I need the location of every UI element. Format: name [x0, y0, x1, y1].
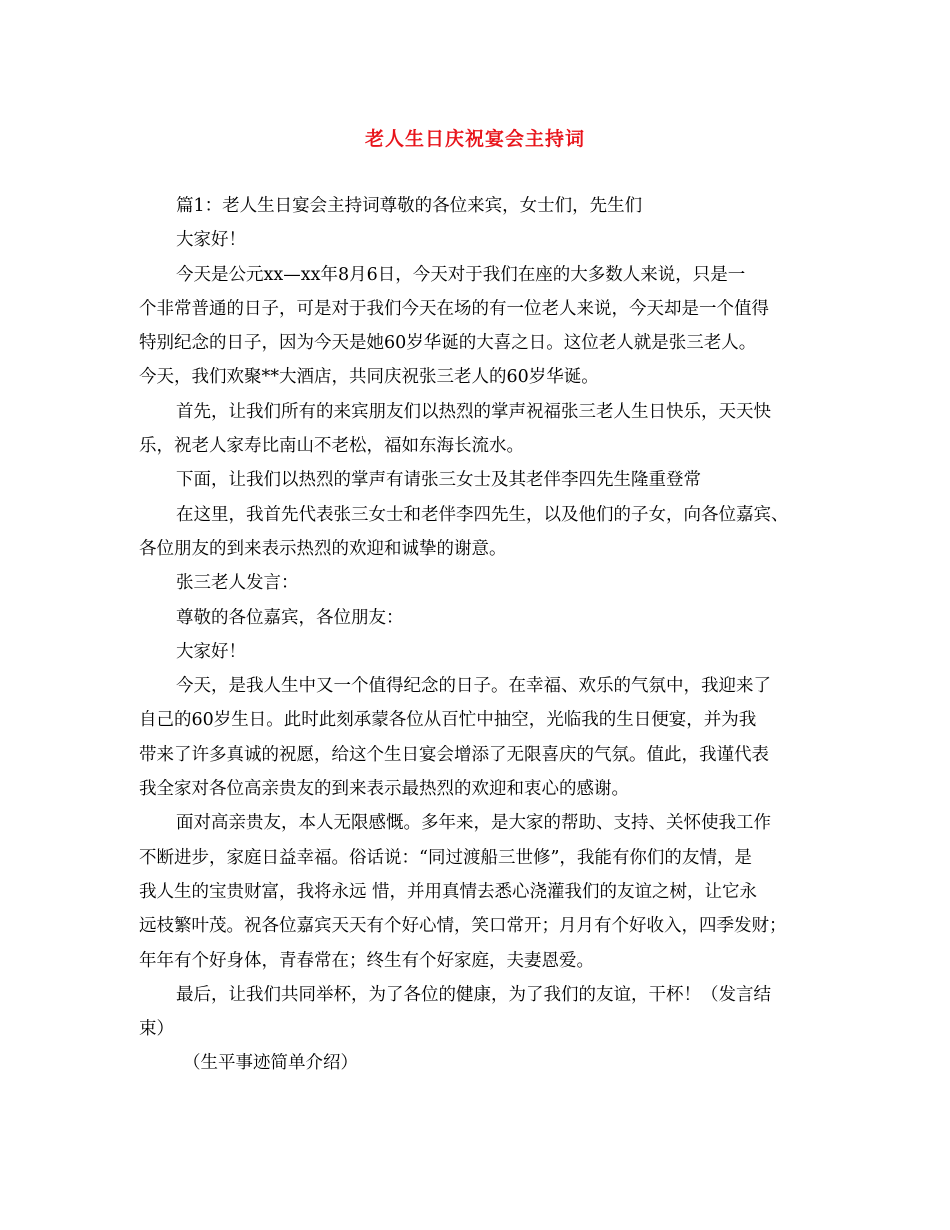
body-line: 个非常普通的日子，可是对于我们今天在场的有一位老人来说，今天却是一个值得 — [139, 298, 769, 319]
body-line: 各位朋友的到来表示热烈的欢迎和诚挚的谢意。 — [139, 538, 507, 559]
body-line: 我全家对各位高亲贵友的到来表示最热烈的欢迎和衷心的感谢。 — [139, 779, 629, 800]
body-line: 我人生的宝贵财富，我将永远 惜，并用真情去悉心浇灌我们的友谊之树，让它永 — [139, 881, 758, 902]
body-line: 篇1：老人生日宴会主持词尊敬的各位来宾，女士们，先生们 — [176, 196, 643, 216]
body-line: 首先，让我们所有的来宾朋友们以热烈的掌声祝福张三老人生日快乐，天天快 — [176, 401, 771, 422]
body-line: 大家好！ — [176, 641, 246, 662]
body-line: 下面，让我们以热烈的掌声有请张三女士及其老伴李四先生隆重登常 — [176, 470, 701, 491]
body-line: 在这里，我首先代表张三女士和老伴李四先生，以及他们的子女，向各位嘉宾、 — [176, 504, 789, 525]
body-line: 不断进步，家庭日益幸福。俗话说：“同过渡船三世修”，我能有你们的友情，是 — [139, 847, 752, 868]
body-line: （生平事迹简单介绍） — [183, 1053, 358, 1074]
body-line: 今天，我们欢聚**大酒店，共同庆祝张三老人的60岁华诞。 — [139, 367, 599, 388]
body-line: 乐，祝老人家寿比南山不老松，福如东海长流水。 — [139, 436, 524, 457]
body-line: 大家好！ — [176, 230, 246, 251]
body-line: 最后，让我们共同举杯，为了各位的健康，为了我们的友谊，干杯！（发言结 — [176, 984, 771, 1005]
body-line: 张三老人发言： — [176, 573, 299, 594]
document-title: 老人生日庆祝宴会主持词 — [364, 128, 585, 150]
body-line: 远枝繁叶茂。祝各位嘉宾天天有个好心情，笑口常开；月月有个好收入，四季发财； — [139, 916, 787, 937]
body-line: 尊敬的各位嘉宾，各位朋友： — [176, 607, 404, 628]
body-line: 特别纪念的日子，因为今天是她60岁华诞的大喜之日。这位老人就是张三老人。 — [139, 333, 757, 354]
body-line: 面对高亲贵友，本人无限感慨。多年来，是大家的帮助、支持、关怀使我工作 — [176, 813, 771, 834]
document-body — [139, 189, 819, 1081]
body-line: 带来了许多真诚的祝愿，给这个生日宴会增添了无限喜庆的气氛。值此，我谨代表 — [139, 744, 769, 765]
body-line: 自己的60岁生日。此时此刻承蒙各位从百忙中抽空，光临我的生日便宴，并为我 — [139, 710, 757, 731]
body-line: 今天是公元xx—xx年8月6日，今天对于我们在座的大多数人来说，只是一 — [176, 264, 746, 285]
body-line: 年年有个好身体，青春常在；终生有个好家庭，夫妻恩爱。 — [139, 950, 594, 971]
body-line: 今天，是我人生中又一个值得纪念的日子。在幸福、欢乐的气氛中，我迎来了 — [176, 676, 771, 697]
body-line: 束） — [139, 1019, 174, 1040]
